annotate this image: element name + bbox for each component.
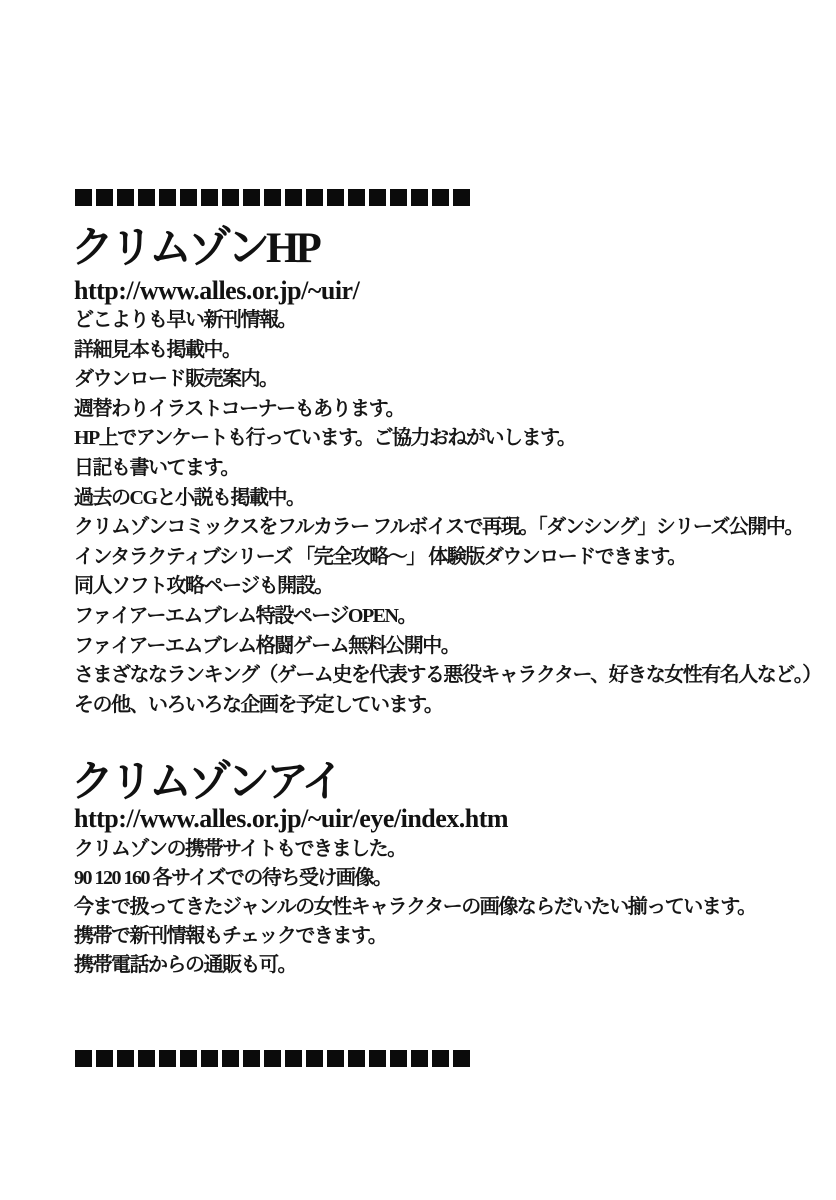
text-line: ダウンロード販売案内。 — [74, 368, 278, 391]
text-line: さまざななランキング（ゲーム史を代表する悪役キャラクター、好きな女性有名人など。） — [74, 664, 821, 687]
decor-square — [285, 189, 302, 206]
text-line: 90 120 160 各サイズでの待ち受け画像。 — [74, 867, 392, 889]
crimson-hp-description-lines — [74, 306, 821, 720]
crimson-hp-url: http://www.alles.or.jp/~uir/ — [74, 276, 360, 305]
decor-squares-top — [75, 189, 470, 206]
text-line: 携帯で新刊情報もチェックできます。 — [74, 925, 387, 947]
decor-square — [411, 189, 428, 206]
decor-square — [243, 189, 260, 206]
text-line: ファイアーエムブレム格闘ゲーム無料公開中。 — [74, 634, 460, 657]
decor-square — [222, 1050, 239, 1067]
decor-square — [390, 189, 407, 206]
crimson-eye-url: http://www.alles.or.jp/~uir/eye/index.htm — [74, 804, 509, 833]
decor-square — [180, 1050, 197, 1067]
text-line: 週替わりイラストコーナーもあります。 — [74, 397, 404, 420]
text-line: 日記も書いてます。 — [74, 456, 239, 479]
decor-square — [285, 1050, 302, 1067]
decor-square — [243, 1050, 260, 1067]
text-line: 過去のCGと小説も掲載中。 — [74, 486, 305, 509]
decor-square — [138, 1050, 155, 1067]
text-line: どこよりも早い新刊情報。 — [74, 309, 296, 331]
decor-squares-bottom — [75, 1050, 470, 1067]
decor-square — [369, 189, 386, 206]
text-line: 詳細見本も掲載中。 — [74, 338, 241, 361]
decor-square — [75, 189, 92, 206]
decor-square — [138, 189, 155, 206]
decor-square — [159, 189, 176, 206]
text-line: クリムゾンコミックスをフルカラー フルボイスで再現。「ダンシング」シリーズ公開中。 — [74, 516, 803, 539]
text-line: 同人ソフト攻略ページも開設。 — [74, 575, 333, 598]
section-title-crimson-eye: クリムゾンアイ — [71, 759, 341, 806]
decor-square — [369, 1050, 386, 1067]
decor-square — [201, 1050, 218, 1067]
decor-square — [96, 1050, 113, 1067]
text-line: インタラクティブシリーズ 「完全攻略～」 体験版ダウンロードできます。 — [74, 545, 686, 568]
decor-square — [432, 1050, 449, 1067]
decor-square — [201, 189, 218, 206]
decor-square — [453, 1050, 470, 1067]
section-title-crimson-hp: クリムゾンHP — [71, 225, 318, 272]
decor-square — [306, 189, 323, 206]
decor-square — [327, 189, 344, 206]
decor-square — [348, 189, 365, 206]
decor-square — [180, 189, 197, 206]
decor-square — [411, 1050, 428, 1067]
decor-square — [432, 189, 449, 206]
decor-square — [222, 189, 239, 206]
text-line: クリムゾンの携帯サイトもできました。 — [74, 838, 406, 860]
decor-square — [96, 189, 113, 206]
text-line: 携帯電話からの通販も可。 — [74, 954, 296, 976]
decor-square — [75, 1050, 92, 1067]
text-line: 今まで扱ってきたジャンルの女性キャラクターの画像ならだいたい揃っています。 — [74, 896, 756, 918]
decor-square — [159, 1050, 176, 1067]
text-line: その他、いろいろな企画を予定しています。 — [74, 693, 443, 716]
text-line: HP上でアンケートも行っています。ご協力おねがいします。 — [74, 427, 576, 450]
text-line: ファイアーエムブレム特設ページOPEN。 — [74, 604, 416, 627]
crimson-eye-description-lines — [74, 835, 756, 980]
decor-square — [264, 189, 281, 206]
decor-square — [390, 1050, 407, 1067]
decor-square — [453, 189, 470, 206]
decor-square — [117, 1050, 134, 1067]
decor-square — [264, 1050, 281, 1067]
decor-square — [327, 1050, 344, 1067]
decor-square — [306, 1050, 323, 1067]
decor-square — [117, 189, 134, 206]
decor-square — [348, 1050, 365, 1067]
